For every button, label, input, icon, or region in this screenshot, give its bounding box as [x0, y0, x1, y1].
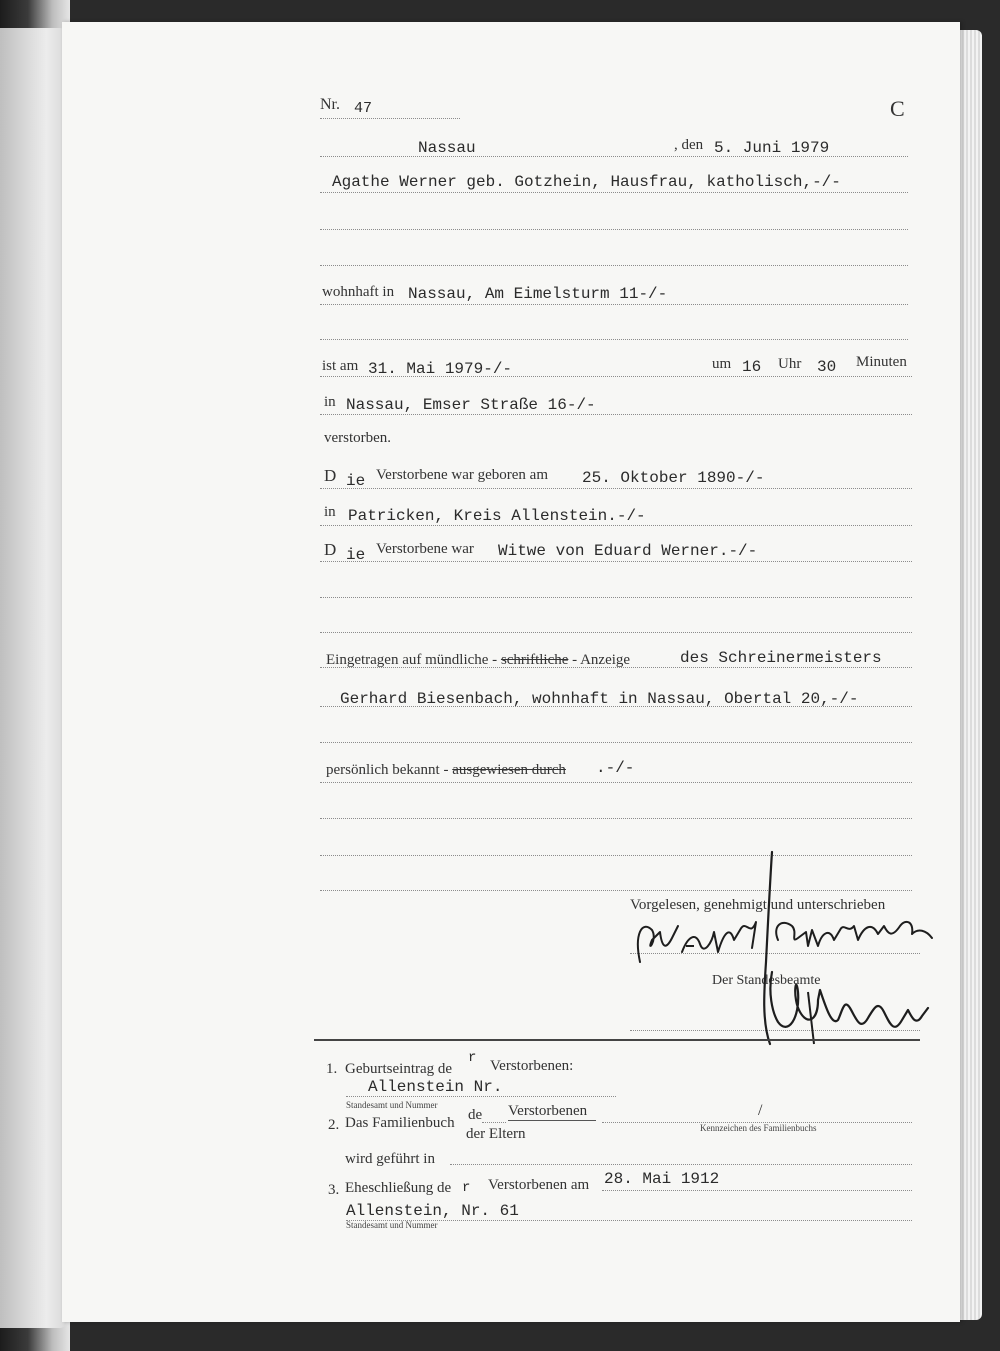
blank-line-4 — [320, 597, 912, 598]
register-page — [62, 22, 960, 1322]
minuten-label: Minuten — [856, 354, 907, 370]
den-label: , den — [674, 137, 704, 153]
death-hour: 16 — [742, 358, 762, 376]
blank-line-3 — [320, 339, 908, 340]
item3-number: 3. — [328, 1182, 340, 1198]
item3-date: 28. Mai 1912 — [604, 1170, 720, 1188]
item2-de: de — [468, 1107, 483, 1123]
identity-label — [326, 762, 566, 779]
blank-line-5 — [320, 632, 912, 633]
death-place: Nassau, Emser Straße 16-/- — [346, 396, 596, 414]
nr-label: Nr. — [320, 96, 340, 113]
left-page-edge — [0, 28, 66, 1328]
identity-struck: ausgewiesen durch — [452, 762, 566, 778]
item1-number: 1. — [326, 1061, 338, 1077]
read-approved-label: Vorgelesen, genehmigt und unterschrieben — [630, 897, 886, 913]
register-letter: C — [890, 96, 905, 121]
item2-place-line — [450, 1164, 912, 1165]
entry-number: 47 — [354, 100, 373, 117]
registration-line-2 — [320, 706, 912, 707]
registration-line-1 — [320, 667, 912, 668]
item3-line — [602, 1190, 912, 1191]
uhr-label: Uhr — [778, 356, 802, 372]
birth-date: 25. Oktober 1890-/- — [582, 469, 765, 487]
item1-line — [346, 1096, 616, 1097]
item1-value: Allenstein Nr. — [368, 1078, 503, 1096]
place-date-line — [320, 156, 908, 157]
blank-line-6 — [320, 742, 912, 743]
kennzeichen-label: Kennzeichen des Familienbuchs — [700, 1123, 817, 1133]
blank-line-2 — [320, 265, 908, 266]
residence-label: wohnhaft in — [322, 284, 395, 300]
status-d-fill: ie — [346, 546, 366, 564]
identity-value: .-/- — [596, 759, 635, 777]
birth-place-line — [320, 525, 912, 526]
death-label: ist am — [322, 358, 359, 374]
item2-number: 2. — [328, 1117, 340, 1133]
birth-line — [320, 488, 912, 489]
item3-standesamt-label: Standesamt und Nummer — [346, 1220, 438, 1230]
item1-fill: r — [468, 1050, 477, 1066]
date: 5. Juni 1979 — [714, 139, 830, 157]
death-place-line — [320, 414, 912, 415]
item1-standesamt-label: Standesamt und Nummer — [346, 1100, 438, 1110]
birth-place-label: in — [324, 504, 336, 520]
item2-option-divider — [508, 1120, 596, 1121]
item2-de-line — [482, 1122, 506, 1123]
status-line — [320, 561, 912, 562]
death-minute: 30 — [817, 358, 837, 376]
item2-option-deceased: Verstorbenen — [508, 1103, 588, 1119]
item2-slash: / — [758, 1102, 763, 1119]
birth-d-fill: ie — [346, 472, 366, 490]
place: Nassau — [418, 139, 476, 157]
death-line — [320, 376, 912, 377]
registration-value-1: des Schreinermeisters — [680, 649, 882, 667]
status-d-label: D — [324, 540, 337, 559]
identity-label-text: persönlich bekannt - — [326, 762, 449, 778]
footer-divider — [314, 1039, 920, 1041]
residence-line — [320, 304, 908, 305]
deceased-person: Agathe Werner geb. Gotzhein, Hausfrau, katholisch,-/- — [332, 173, 841, 191]
blank-line-7 — [320, 818, 912, 819]
um-label: um — [712, 356, 732, 372]
birth-place: Patricken, Kreis Allenstein.-/- — [348, 507, 646, 525]
person-line — [320, 192, 908, 193]
registration-struck: schriftliche — [500, 652, 569, 668]
item3-value: Allenstein, Nr. 61 — [346, 1202, 519, 1220]
birth-label: Verstorbene war geboren am — [376, 467, 549, 483]
verstorben-label: verstorben. — [324, 430, 392, 446]
item1-label: Geburtseintrag de — [345, 1061, 453, 1077]
item2-option-parents: der Eltern — [466, 1126, 526, 1142]
item1-label2: Verstorbenen: — [490, 1058, 574, 1074]
item2-label3: wird geführt in — [345, 1151, 435, 1167]
registration-label-start: Eingetragen auf mündliche - — [326, 652, 498, 668]
status-label: Verstorbene war — [376, 541, 474, 557]
death-place-label: in — [324, 394, 336, 410]
registration-label-end: - Anzeige — [572, 652, 631, 668]
item3-fill: r — [462, 1180, 471, 1196]
birth-d-label: D — [324, 466, 337, 485]
item3-label: Eheschließung de — [345, 1180, 452, 1196]
identity-line — [320, 782, 912, 783]
item2-label: Das Familienbuch — [345, 1115, 455, 1131]
nr-line — [320, 118, 460, 119]
status-value: Witwe von Eduard Werner.-/- — [498, 542, 758, 560]
item3-label2: Verstorbenen am — [488, 1177, 590, 1193]
registrar-label: Der Standesbeamte — [712, 973, 821, 988]
death-date: 31. Mai 1979-/- — [368, 360, 513, 378]
registration-value-2: Gerhard Biesenbach, wohnhaft in Nassau, Obertal 20,-/- — [340, 690, 859, 708]
residence-value: Nassau, Am Eimelsturm 11-/- — [408, 285, 668, 303]
handwritten-signatures — [622, 822, 942, 1052]
blank-line-1 — [320, 229, 908, 230]
